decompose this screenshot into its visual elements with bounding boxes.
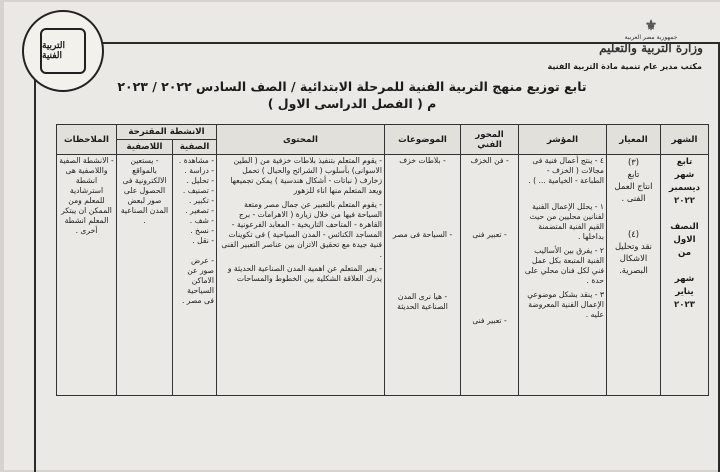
notes-cell: [57, 155, 117, 396]
topic-item: - السياحة فى مصر: [392, 230, 453, 239]
header-standard: المعيار: [607, 125, 661, 155]
axis-item: - تعبير فنى: [472, 230, 507, 239]
standard-text: تابع: [627, 169, 640, 179]
indicator-item: ٤ - ينتج أعمال فنية فى مجالات ( الخزف - الطباعة - الخيامية ... ) .: [528, 156, 604, 185]
ministry-subtitle: جمهورية مصر العربية: [624, 34, 678, 41]
header-month: الشهر: [661, 125, 709, 155]
month-line: تابع: [676, 157, 693, 167]
curriculum-table: [56, 124, 709, 396]
content-item: - يعبر المتعلم عن اهمية المدن الصناعية الحديثة و يدرك العلاقة الشكلية بين الخطوط والمساحات: [227, 264, 382, 283]
standard-cell: [607, 155, 661, 396]
standard-text: انتاج العمل: [614, 181, 653, 191]
month-line: ٢٠٢٣: [674, 300, 695, 310]
activity-item: - تكبير .: [188, 196, 214, 205]
month-line: شهر: [674, 170, 695, 180]
table-row: [57, 155, 709, 396]
activity-item: - تصغير .: [185, 206, 214, 215]
document-sheet: [4, 2, 720, 470]
title-line-1: تابع توزيع منهج التربية الفنية للمرحلة الابتدائية / الصف السادس ٢٠٢٢ / ٢٠٢٣ م ( الفصل الدراسى الاول ): [117, 79, 587, 111]
standard-number: (٣): [627, 157, 640, 167]
content-cell: [217, 155, 385, 396]
topics-cell: [385, 155, 461, 396]
ministry-name: وزارة التربية والتعليم: [599, 41, 703, 55]
department-logo-icon: [22, 10, 104, 92]
header-axis: المحور الفني: [461, 125, 519, 155]
activity-extra-item: - يستعين بالمواقع الالكترونية فى الحصول على صور لبعض المدن الصناعية .: [120, 156, 169, 225]
standard-text: نقد وتحليل: [614, 241, 653, 251]
month-line: الاول: [673, 235, 696, 245]
activity-item: - مشاهدة .: [178, 156, 214, 165]
month-line: النصف: [670, 222, 699, 232]
eagle-icon: ⚜: [644, 18, 658, 34]
standard-number: (٤): [627, 229, 640, 239]
standard-text: الاشكال: [619, 253, 648, 263]
department-logo-text: التربية الفنية: [40, 28, 86, 74]
activity-item: - دراسة .: [184, 166, 214, 175]
axis-item: - تعبير فنى: [472, 316, 507, 325]
header-activities: الانشطة المقترحة: [117, 125, 217, 140]
activity-item: - نسخ .: [190, 226, 214, 235]
topic-item: - هيا نرى المدن الصناعية الحديثة: [397, 292, 448, 311]
notes-text: - الانشطة الصفية واللاصفية هى انشطة استرشادية للمعلم ومن الممكن ان يبتكر المعلم انشطة أخرى .: [59, 156, 114, 235]
header-indicator: المؤشر: [519, 125, 607, 155]
axis-cell: [461, 155, 519, 396]
month-cell: [661, 155, 709, 396]
page-title: [114, 78, 590, 112]
activity-item: - شف .: [189, 216, 214, 225]
content-item: - يقوم المتعلم بتنفيذ بلاطات خزفية من ( الطين الاسوانى) بأسلوب ( الشرائح والحبال ) تحمل زخارف ( نباتات - أشكال هندسية ) يمكن تجميعها ويعد المتعلم منها اناء للزهور: [230, 156, 382, 195]
header-activities-extra: اللاصفية: [117, 140, 173, 155]
activity-item: - تحليل .: [186, 176, 214, 185]
office-name: مكتب مدير عام تنمية مادة التربية الفنية: [547, 62, 702, 71]
indicator-item: ٣ - ينقد بشكل موضوعي الإعمال الفنية المعروضة عليه .: [527, 290, 604, 319]
activity-item: - نقل .: [192, 236, 214, 245]
month-line: ديسمبر: [669, 183, 700, 193]
header-row: [57, 125, 709, 140]
month-line: ٢٠٢٢: [674, 196, 695, 206]
standard-text: الفنى .: [621, 193, 646, 203]
month-line: شهر: [674, 274, 695, 284]
header-topics: الموضوعات: [385, 125, 461, 155]
activity-item: - تصنيف .: [182, 186, 214, 195]
ministry-logo: [596, 18, 706, 55]
header-activities-class: الصفية: [173, 140, 217, 155]
indicator-cell: [519, 155, 607, 396]
indicator-item: ١ - يحلل الإعمال الفنية لفنانين محليين من حيث القيم الفنية المتضمنة بداخلها .: [529, 202, 604, 241]
topic-item: - بلاطات خزف: [399, 156, 446, 165]
indicator-item: ٢ - يفرق بين الأساليب الفنية المتبعة بكل عمل فني لكل فنان محلي على حدة .: [524, 246, 604, 285]
axis-item: - فن الخزف: [470, 156, 509, 165]
standard-text: البصرية.: [619, 265, 648, 275]
activities-extra-cell: [117, 155, 173, 396]
activity-item: - عرض صور عن الاماكن السياحية فى مصر .: [181, 256, 214, 305]
activities-class-cell: [173, 155, 217, 396]
header-content: المحتوى: [217, 125, 385, 155]
month-line: من: [677, 248, 692, 258]
content-item: - يقوم المتعلم بالتعبير عن جمال مصر ومتعة السياحة فيها من خلال زيارة ( الاهرامات - برج القاهرة - المتاحف التاريخية - المعابد الفرعونية - المساجد الكنائس - المدن السياحية ) فى تكوينات فنية جيدة مع تحقيق الاتزان بين عناصر التعبير الفنى .: [221, 200, 382, 259]
header-notes: الملاحظات: [57, 125, 117, 155]
month-line: يناير: [675, 287, 694, 297]
